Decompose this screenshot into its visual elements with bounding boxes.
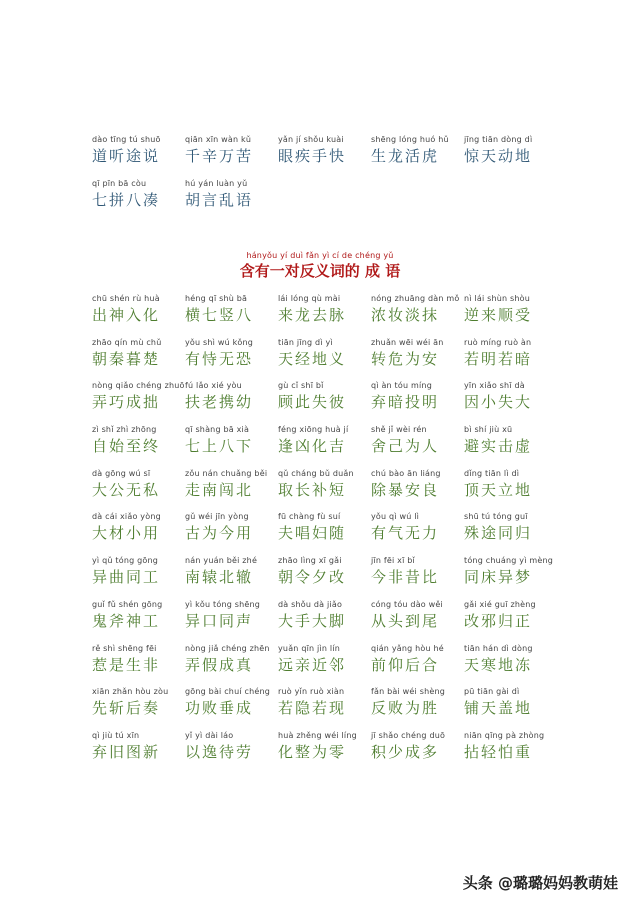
idiom-text: 先斩后奏 [92, 699, 161, 718]
idiom-text: 大材小用 [92, 524, 161, 543]
idiom-text: 大公无私 [92, 480, 161, 499]
idiom-text: 七上八下 [185, 437, 254, 456]
idiom-pinyin: xiān zhǎn hòu zòu [92, 687, 169, 697]
idiom-text: 改邪归正 [464, 611, 533, 630]
idiom-text: 以逸待劳 [185, 742, 254, 761]
watermark: 头条 @璐璐妈妈教萌娃 [462, 874, 618, 892]
idiom-text: 前仰后合 [371, 655, 440, 674]
idiom-item [464, 424, 557, 468]
idiom-item [278, 468, 371, 512]
idiom-pinyin: nì lái shùn shòu [464, 294, 531, 303]
idiom-pinyin: zhāo qín mù chǔ [92, 337, 162, 347]
idiom-text: 道听途说 [92, 147, 161, 165]
idiom-pinyin: shēng lóng huó hǔ [371, 135, 449, 144]
idiom-item [185, 380, 278, 424]
idiom-pinyin: dǐng tiān lì dì [464, 468, 520, 478]
idiom-item [185, 337, 278, 381]
idiom-item [464, 686, 557, 730]
idiom-text: 胡言乱语 [185, 191, 254, 209]
idiom-item [464, 380, 557, 424]
idiom-item [371, 599, 464, 643]
idiom-item [371, 555, 464, 599]
idiom-text: 千辛万苦 [185, 147, 254, 165]
idiom-pinyin: shě jǐ wèi rén [371, 425, 427, 435]
idiom-pinyin: qián yǎng hòu hé [371, 643, 444, 653]
idiom-item [278, 599, 371, 643]
section-title-pinyin: hányǒu yí duì fǎn yì cí de chéng yǔ [246, 251, 394, 260]
idiom-text: 弄假成真 [185, 655, 254, 674]
idiom-item [464, 468, 557, 512]
idiom-pinyin: shū tú tóng guī [464, 512, 528, 522]
idiom-text: 取长补短 [278, 480, 347, 499]
idiom-text: 大手大脚 [278, 611, 347, 630]
idiom-text: 夫唱妇随 [278, 524, 347, 543]
idiom-text: 避实击虚 [464, 437, 533, 456]
idiom-text: 同床异梦 [464, 568, 533, 587]
idiom-item [278, 686, 371, 730]
idiom-pinyin: yǎn jí shǒu kuài [278, 135, 344, 144]
idiom-pinyin: yì kǒu tóng shēng [185, 599, 261, 609]
idiom-text: 南辕北辙 [185, 568, 254, 587]
idiom-text: 若隐若现 [278, 699, 347, 718]
idiom-pinyin: yǒu shì wú kǒng [185, 337, 254, 347]
idiom-pinyin: fū chàng fù suí [278, 512, 341, 522]
idiom-item [185, 511, 278, 555]
idiom-text: 惹是生非 [92, 655, 161, 674]
idiom-item [185, 555, 278, 599]
idiom-item [464, 293, 557, 337]
idiom-item [92, 511, 185, 555]
idiom-pinyin: qī pīn bā còu [92, 179, 147, 188]
idiom-pinyin: gōng bài chuí chéng [185, 687, 271, 697]
idiom-item [464, 511, 557, 555]
idiom-pinyin: lái lóng qù mài [278, 294, 341, 303]
idiom-pinyin: fú lǎo xié yòu [185, 381, 242, 391]
idiom-pinyin: dà gōng wú sī [92, 468, 151, 478]
idiom-item [371, 686, 464, 730]
antonym-idiom-grid [92, 293, 557, 774]
idiom-item [92, 686, 185, 730]
idiom-item [278, 293, 371, 337]
idiom-text: 自始至终 [92, 437, 161, 456]
idiom-pinyin: tóng chuáng yì mèng [464, 556, 554, 566]
idiom-item [278, 511, 371, 555]
idiom-item [278, 134, 371, 178]
idiom-pinyin: hú yán luàn yǔ [185, 179, 248, 188]
idiom-item [464, 643, 557, 687]
idiom-pinyin: cóng tóu dào wěi [371, 599, 443, 609]
idiom-text: 拈轻怕重 [464, 742, 533, 761]
idiom-text: 除暴安良 [371, 480, 440, 499]
idiom-text: 从头到尾 [371, 611, 440, 630]
idiom-item [464, 134, 557, 178]
idiom-item [278, 424, 371, 468]
idiom-item [278, 555, 371, 599]
idiom-item [464, 599, 557, 643]
idiom-pinyin: ruò yǐn ruò xiàn [278, 687, 345, 697]
section-title: 含有一对反义词的 成 语 [239, 262, 401, 280]
idiom-item [371, 337, 464, 381]
idiom-pinyin: fǎn bài wéi shèng [371, 687, 446, 697]
idiom-text: 扶老携幼 [185, 393, 254, 412]
idiom-text: 异曲同工 [92, 568, 161, 587]
idiom-text: 弃旧图新 [92, 742, 161, 761]
idiom-text: 弄巧成拙 [92, 393, 161, 412]
idiom-pinyin: zhuǎn wēi wéi ān [371, 337, 444, 347]
section-header [0, 250, 640, 281]
idiom-pinyin: jīn fēi xī bǐ [371, 556, 415, 566]
idiom-text: 铺天盖地 [464, 699, 533, 718]
idiom-item [185, 178, 278, 222]
idiom-item [92, 555, 185, 599]
idiom-text: 浓妆淡抹 [371, 306, 440, 324]
idiom-item [371, 511, 464, 555]
idiom-text: 殊途同归 [464, 524, 533, 543]
idiom-item [92, 424, 185, 468]
idiom-item [92, 178, 185, 222]
idiom-text: 惊天动地 [464, 147, 533, 165]
idiom-pinyin: dào tīng tú shuō [92, 135, 161, 144]
idiom-item [371, 380, 464, 424]
idiom-pinyin: zì shǐ zhì zhōng [92, 425, 157, 435]
idiom-item [371, 424, 464, 468]
idiom-item [92, 599, 185, 643]
idiom-pinyin: ruò míng ruò àn [464, 337, 532, 347]
idiom-pinyin: yǒu qì wú lì [371, 512, 420, 522]
idiom-item [464, 337, 557, 381]
idiom-item [185, 468, 278, 512]
idiom-item [278, 380, 371, 424]
idiom-item [92, 643, 185, 687]
idiom-pinyin: qiān xīn wàn kǔ [185, 135, 252, 144]
idiom-pinyin: guǐ fǔ shén gōng [92, 599, 163, 609]
idiom-text: 眼疾手快 [278, 147, 347, 165]
idiom-pinyin: gù cǐ shī bǐ [278, 381, 324, 391]
idiom-text: 朝秦暮楚 [92, 349, 161, 368]
idiom-text: 天经地义 [278, 349, 347, 368]
idiom-pinyin: qì àn tóu míng [371, 381, 432, 391]
idiom-text: 若明若暗 [464, 349, 533, 368]
idiom-text: 舍己为人 [371, 437, 440, 456]
idiom-text: 化整为零 [278, 742, 347, 761]
idiom-pinyin: qǔ cháng bǔ duǎn [278, 468, 354, 478]
idiom-text: 弃暗投明 [371, 393, 440, 412]
idiom-text: 异口同声 [185, 611, 254, 630]
idiom-item [185, 424, 278, 468]
idiom-pinyin: féng xiōng huà jí [278, 425, 349, 435]
idiom-text: 出神入化 [92, 306, 161, 324]
idiom-pinyin: gǎi xié guī zhèng [464, 599, 536, 609]
idiom-text: 古为今用 [185, 524, 254, 543]
idiom-item [92, 730, 185, 774]
idiom-pinyin: jī shǎo chéng duō [371, 730, 446, 740]
idiom-item [371, 293, 464, 337]
idiom-text: 转危为安 [371, 349, 440, 368]
idiom-item [464, 555, 557, 599]
idiom-pinyin: niān qīng pà zhòng [464, 730, 545, 740]
idiom-text: 因小失大 [464, 393, 533, 412]
idiom-pinyin: dà shǒu dà jiǎo [278, 599, 343, 609]
idiom-text: 七拼八凑 [92, 191, 161, 209]
idiom-item [92, 293, 185, 337]
idiom-pinyin: héng qī shù bā [185, 294, 248, 303]
idiom-pinyin: nòng jiǎ chéng zhēn [185, 643, 270, 653]
idiom-pinyin: tiān jīng dì yì [278, 337, 333, 347]
idiom-text: 远亲近邻 [278, 655, 347, 674]
idiom-item [371, 134, 464, 178]
idiom-text: 顾此失彼 [278, 393, 347, 412]
idiom-text: 生龙活虎 [371, 147, 440, 165]
idiom-text: 鬼斧神工 [92, 611, 161, 630]
idiom-text: 顶天立地 [464, 480, 533, 499]
idiom-pinyin: nán yuán běi zhé [185, 556, 258, 566]
idiom-item [185, 686, 278, 730]
idiom-item [92, 134, 185, 178]
idiom-item [371, 643, 464, 687]
idiom-pinyin: zǒu nán chuǎng běi [185, 468, 268, 478]
idiom-text: 逆来顺受 [464, 306, 533, 324]
idiom-pinyin: dà cái xiǎo yòng [92, 512, 161, 522]
idiom-pinyin: rě shì shēng fēi [92, 643, 157, 653]
idiom-pinyin: yīn xiǎo shī dà [464, 381, 525, 391]
idiom-item [185, 134, 278, 178]
idiom-pinyin: nóng zhuāng dàn mǒ [371, 294, 460, 303]
idiom-pinyin: huà zhěng wéi líng [278, 730, 357, 740]
idiom-pinyin: chú bào ān liáng [371, 468, 441, 478]
idiom-item [278, 337, 371, 381]
idiom-item [278, 643, 371, 687]
idiom-item [185, 293, 278, 337]
idiom-pinyin: qì jiù tú xīn [92, 730, 140, 740]
idiom-item [185, 730, 278, 774]
idiom-item [185, 643, 278, 687]
idiom-pinyin: qī shàng bā xià [185, 425, 250, 435]
idiom-pinyin: tiān hán dì dòng [464, 643, 533, 653]
idiom-text: 有气无力 [371, 524, 440, 543]
idiom-pinyin: bì shí jiù xū [464, 425, 513, 435]
idiom-text: 反败为胜 [371, 699, 440, 718]
idiom-text: 朝令夕改 [278, 568, 347, 587]
idiom-item [92, 380, 185, 424]
top-idiom-grid [92, 134, 557, 222]
idiom-item [92, 337, 185, 381]
idiom-pinyin: yuǎn qīn jìn lín [278, 643, 341, 653]
idiom-text: 走南闯北 [185, 480, 254, 499]
idiom-item [185, 599, 278, 643]
idiom-text: 功败垂成 [185, 699, 254, 718]
idiom-text: 横七竖八 [185, 306, 254, 324]
idiom-text: 积少成多 [371, 742, 440, 761]
idiom-item [278, 730, 371, 774]
idiom-pinyin: zhāo lìng xī gǎi [278, 556, 342, 566]
idiom-text: 逢凶化吉 [278, 437, 347, 456]
idiom-pinyin: chū shén rù huà [92, 294, 160, 303]
idiom-pinyin: pū tiān gài dì [464, 687, 520, 697]
idiom-item [371, 468, 464, 512]
idiom-item [92, 468, 185, 512]
idiom-item [371, 730, 464, 774]
idiom-pinyin: jīng tiān dòng dì [464, 135, 533, 144]
idiom-text: 来龙去脉 [278, 306, 347, 324]
idiom-pinyin: nòng qiǎo chéng zhuō [92, 381, 185, 391]
idiom-pinyin: yì qǔ tóng gōng [92, 556, 159, 566]
idiom-pinyin: gǔ wéi jīn yòng [185, 512, 249, 522]
idiom-text: 今非昔比 [371, 568, 440, 587]
idiom-item [464, 730, 557, 774]
idiom-text: 天寒地冻 [464, 655, 533, 674]
idiom-pinyin: yǐ yì dài láo [185, 730, 234, 740]
idiom-text: 有恃无恐 [185, 349, 254, 368]
